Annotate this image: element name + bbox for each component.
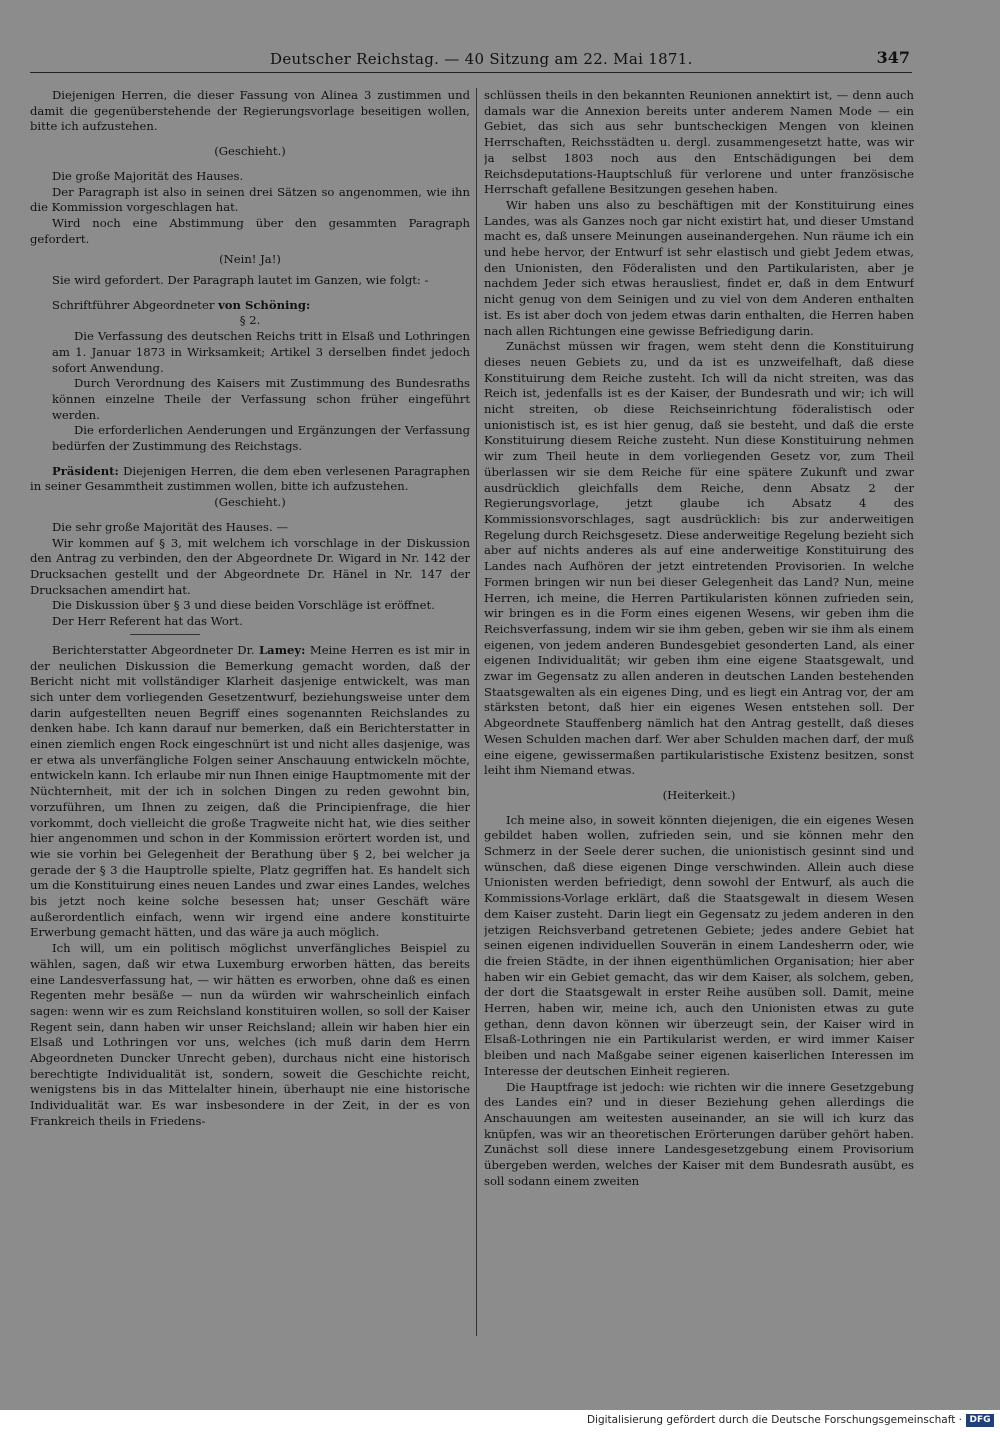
header-rule — [30, 72, 912, 73]
speaker-name: Lamey: — [259, 642, 306, 657]
paragraph: Sie wird gefordert. Der Paragraph lautet im Ganzen, wie folgt: - — [52, 273, 429, 288]
paragraph: Ich will, um ein politisch möglichst unverfängliches Beispiel zu wählen, sagen, daß wir etwa Luxemburg erworben hätten, das bereits eine Landesverfassung hat, — wir hätten es erworben, ohne daß es einen Regenten mehr besäße — nun da würden wir wahrscheinlich einfach sagen: wenn wir es zum Reichsland konstituiren wollen, so soll der Kaiser Regent sein, dann haben wir unser Reichsland; allein wir haben hier ein Elsaß und Lothringen vor uns, welches (ich muß darin dem Herrn Abgeordneten Duncker Unrecht geben), durchaus nicht eine historisch berechtigte Individualität ist, sondern, soweit die Geschichte reicht, wenigstens bis in das Mittelalter hinein, überhaupt nie eine historische Individualität war. Es war insbesondere in der Zeit, in der es von Frankreich theils in Friedens- — [30, 941, 470, 1128]
speaker-paragraph: Präsident: Diejenigen Herren, die dem eben verlesenen Paragraphen in seiner Gesammtheit zustimmen wollen, bitte ich aufzustehen. — [30, 463, 470, 494]
footer-bar — [0, 1410, 1000, 1432]
paragraph: Wir haben uns also zu beschäftigen mit der Konstituirung eines Landes, was als Ganzes noch gar nicht existirt hat, und dieser Umstand macht es, daß unsere Meinungen auseinandergehen. Nun räume ich ein und hebe hervor, der Entwurf ist sehr elastisch und giebt Jedem etwas, den Unionisten, den Föderalisten und den Partikularisten, aber je nachdem Jeder sich etwas herausliest, findet er, daß in dem Entwurf nicht genug von dem Seinigen und zu viel von dem Anderen enthalten ist. Es ist aber doch von jedem etwas darin enthalten, die Herren haben nach allen Richtungen eine gewisse Befriedigung darin. — [484, 197, 914, 338]
paragraph: Die Hauptfrage ist jedoch: wie richten wir die innere Gesetzgebung des Landes ein? und in dieser Beziehung gehen allerdings die Anschauungen am weitesten auseinander, an sie will ich kurz das knüpfen, was wir an theoretischen Erörterungen darüber gehört haben. Zunächst soll diese innere Landesgesetzgebung einem Provisorium übergeben werden, welches der Kaiser mit dem Bundesrath ausübt, es soll sodann einem zweiten — [484, 1079, 914, 1188]
paragraph: Wir kommen auf § 3, mit welchem ich vorschlage in der Diskussion den Antrag zu verbinden, den der Abgeordnete Dr. Wigard in Nr. 142 der Drucksachen gestellt und der Abgeordnete Dr. Hänel in Nr. 147 der Drucksachen amendirt hat. — [30, 535, 470, 597]
speaker-name: Präsident: — [52, 463, 119, 478]
page-header — [30, 46, 910, 70]
law-text: Durch Verordnung des Kaisers mit Zustimmung des Bundesraths können einzelne Theile der Verfassung schon früher eingeführt werden. — [52, 376, 470, 422]
section-mark: § 2. — [239, 313, 261, 328]
law-text: Die erforderlichen Aenderungen und Ergänzungen der Verfassung bedürfen der Zustimmung des Reichstags. — [52, 423, 470, 454]
right-column — [484, 88, 914, 1336]
stage-note: (Geschieht.) — [214, 495, 286, 510]
dfg-logo-icon: DFG — [966, 1414, 994, 1427]
running-title: Deutscher Reichstag. — 40 Sitzung am 22. Mai 1871. — [270, 50, 693, 68]
funding-credit: Digitalisierung gefördert durch die Deutsche Forschungsgemeinschaft · — [586, 1414, 962, 1426]
paragraph: Die große Majorität des Hauses. — [52, 168, 244, 183]
page-number: 347 — [876, 48, 910, 67]
stage-note: (Heiterkeit.) — [662, 787, 736, 802]
paragraph: Zunächst müssen wir fragen, wem steht denn die Konstituirung dieses neuen Gebiets zu, und da ist es unzweifelhaft, daß diese Konstituirung dem Reiche zusteht. Ich will da nicht streiten, was das Reich ist, jedenfalls ist es der Kaiser, der Bundesrath und wir; ich will nicht streiten, ob diese Reichseinrichtung föderalistisch oder unionistisch ist, es ist hier genug, daß sie besteht, und daß die erste Konstituirung diesem Reiche zusteht. Nun diese Konstituirung nehmen wir zum Theil heute in dem vorliegenden Gesetz vor, zum Theil überlassen wir sie dem Reiche für eine spätere Zukunft und zwar ausdrücklich gleichfalls dem Reiche, denn Absatz 2 der Regierungsvorlage, jetzt glaube ich Absatz 4 des Kommissionsvorschlages, sagt ausdrücklich: bis zur anderweitigen Regelung durch Reichsgesetz. Diese anderweitige Regelung bezieht sich aber auf nichts anderes als auf eine anderweitige Konstituirung des Landes nach Aufhören der jetzt eintretenden Provisorien. In welche Formen bringen wir nun bei dieser Gelegenheit das Land? Nun, meine Herren, ich meine, die Herren Partikularisten können zufrieden sein, wir bringen es in die Form eines eigenen Wesens, wir geben ihm die Reichsverfassung, indem wir sie ihm geben, geben wir sie ihm als einem eigenen, von jedem anderen Bundesgebiet gesonderten Land, als einer eigenen Individualität; wir geben ihm eine eigene Staatsgewalt, und zwar im Gegensatz zu allen anderen in deutschen Landen bestehenden Staatsgewalten als ein eigenes Ding, und es liegt ein Antrag vor, der am stärksten betont, daß hier ein eigenes Wesen entstehen soll. Der Abgeordnete Stauffenberg nämlich hat den Antrag gestellt, daß dieses Wesen Schulden machen darf. Wer aber Schulden machen darf, der muß eine eigene, gewissermaßen partikularistische Existenz besitzen, sonst leiht ihm Niemand etwas. — [484, 339, 914, 778]
law-text: Die Verfassung des deutschen Reichs tritt in Elsaß und Lothringen am 1. Januar 1873 in Wirksamkeit; Artikel 3 derselben findet jedoch sofort Anwendung. — [52, 329, 470, 375]
stage-note: (Geschieht.) — [214, 144, 286, 159]
speaker-role: Schriftführer Abgeordneter — [52, 297, 219, 312]
left-column — [30, 88, 470, 1336]
paragraph: Die sehr große Majorität des Hauses. — — [52, 519, 288, 534]
paragraph: schlüssen theils in den bekannten Reunionen annektirt ist, — denn auch damals war die Annexion bereits unter anderem Namen Mode — ein Gebiet, das sich aus sehr buntscheckigen Mengen von kleinen Herrschaften, Reichsstädten u. dergl. zusammengesetzt hatte, was wir ja selbst 1803 noch aus den Entschädigungen bei dem Reichsdeputations-Hauptschluß für verlorene und unter französische Herrschaft gefallene Besitzungen gesehen haben. — [484, 88, 914, 197]
column-divider — [476, 88, 477, 1336]
paragraph: Ich meine also, in soweit könnten diejenigen, die ein eigenes Wesen gebildet haben wollen, zufrieden sein, und sie können mehr den Schmerz in der Seele derer suchen, die unionistisch gesinnt sind und wünschen, daß diese eigenen Dinge verschwinden. Allein auch diese Unionisten werden befriedigt, denn sowohl der Entwurf, als auch die Kommissions-Vorlage erklärt, daß die Staatsgewalt in diesem Wesen dem Kaiser zusteht. Darin liegt ein Gegensatz zu jedem anderen in den jetzigen Reichsverband getretenen Gebiete; jedes andere Gebiet hat seinen eigenen individuellen Souverän in einem Landesherrn oder, wie die freien Städte, in der ihnen eigenthümlichen Organisation; hier aber haben wir ein Gebiet gemacht, das wir dem Kaiser, als solchem, geben, der dort die Staatsgewalt in erster Reihe ausüben soll. Damit, meine Herren, haben wir, meine ich, auch den Unionisten etwas zu gute gethan, denn davon können wir überzeugt sein, der Kaiser wird in Elsaß-Lothringen nie ein Partikularist werden, er wird immer Kaiser bleiben und nach Maßgabe seiner eigenen kaiserlichen Interessen im Interesse der deutschen Einheit regieren. — [484, 812, 914, 1078]
paragraph: Der Paragraph ist also in seinen drei Sätzen so angenommen, wie ihn die Kommission vorgeschlagen hat. — [30, 184, 470, 215]
paragraph: Die Diskussion über § 3 und diese beiden Vorschläge ist eröffnet. — [52, 598, 435, 613]
stage-note: (Nein! Ja!) — [219, 252, 281, 267]
paragraph: Der Herr Referent hat das Wort. — [52, 614, 243, 629]
paragraph: Wird noch eine Abstimmung über den gesammten Paragraph gefordert. — [30, 215, 470, 246]
speaker-line — [30, 298, 470, 314]
speaker-name: von Schöning: — [218, 297, 311, 312]
paragraph: Diejenigen Herren, die dieser Fassung von Alinea 3 zustimmen und damit die gegenüberstehende der Regierungsvorlage beseitigen wollen, bitte ich aufzustehen. — [30, 88, 470, 134]
speaker-paragraph: Berichterstatter Abgeordneter Dr. Lamey: Meine Herren es ist mir in der neulichen Diskussion die Bemerkung gemacht worden, daß der Bericht nicht mit vollständiger Klarheit dasjenige entwickelt, was man sich unter dem vorliegenden Gesetzentwurf, beziehungsweise unter dem darin aufgestellten neuen Begriff eines sogenannten Reichslandes zu denken habe. Ich kann darauf nur bemerken, daß ein Berichterstatter in einen ziemlich engen Rock eingeschnürt ist und nicht alles dasjenige, was er etwa als unverfängliche Folgen seiner Anschauung entwickeln möchte, entwickeln kann. Ich erlaube mir nun Ihnen einige Hauptmomente mit der Nüchternheit, mit der ich in solchen Dingen zu reden gewohnt bin, vorzuführen, um Ihnen zu zeigen, daß die Principienfrage, die hier vorkommt, doch vielleicht die große Tragweite nicht hat, wie dies seither hier angenommen und schon in der Kommission erörtert worden ist, und wie sie vorhin bei Gelegenheit der Berathung über § 2, bei welcher ja gerade der § 3 die Hauptrolle spielte, Platz gegriffen hat. Es handelt sich um die Konstituirung eines neuen Landes und zwar eines Landes, welches bis jetzt noch keine solche besessen hat; unser Geschäft wäre außerordentlich einfach, wenn wir irgend eine andere konstituirte Erwerbung gemacht hätten, und das wäre ja auch möglich. — [30, 642, 470, 940]
divider — [130, 634, 200, 635]
